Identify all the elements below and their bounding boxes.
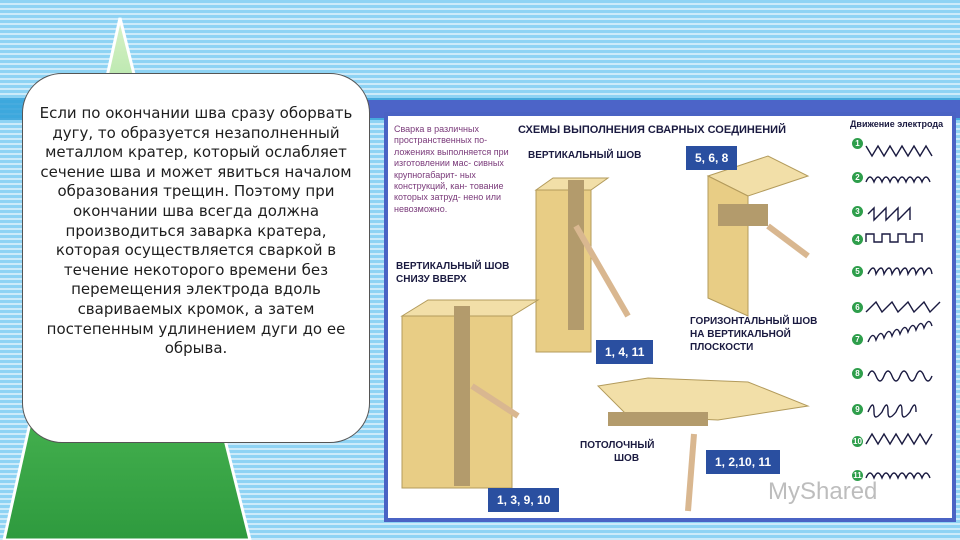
- welding-schemes-figure: [384, 112, 956, 522]
- watermark: MyShared: [768, 478, 878, 505]
- movement-title: Движение электрода: [850, 119, 944, 129]
- movement-number-8: 8: [852, 368, 863, 379]
- badge-1-3-9-10: 1, 3, 9, 10: [488, 488, 559, 512]
- movement-number-3: 3: [852, 206, 863, 217]
- figure-title: СХЕМЫ ВЫПОЛНЕНИЯ СВАРНЫХ СОЕДИНЕНИЙ: [518, 124, 786, 136]
- movement-number-1: 1: [852, 138, 863, 149]
- movement-number-4: 4: [852, 234, 863, 245]
- badge-5-6-8: 5, 6, 8: [686, 146, 737, 170]
- movement-number-6: 6: [852, 302, 863, 313]
- badge-1-4-11: 1, 4, 11: [596, 340, 653, 364]
- label-ceiling-1: ПОТОЛОЧНЫЙ: [580, 440, 655, 451]
- label-horizontal-1: ГОРИЗОНТАЛЬНЫЙ ШОВ: [690, 316, 818, 327]
- movement-number-5: 5: [852, 266, 863, 277]
- label-vertical: ВЕРТИКАЛЬНЫЙ ШОВ: [528, 150, 642, 161]
- label-horizontal-2: НА ВЕРТИКАЛЬНОЙ: [690, 329, 791, 340]
- movement-number-10: 10: [853, 437, 862, 446]
- movement-number-2: 2: [852, 172, 863, 183]
- label-ceiling-2: ШОВ: [614, 453, 640, 464]
- movement-number-11: 11: [853, 471, 862, 480]
- label-vertical-up-2: СНИЗУ ВВЕРХ: [396, 274, 467, 285]
- label-horizontal-3: ПЛОСКОСТИ: [690, 342, 754, 353]
- label-vertical-up-1: ВЕРТИКАЛЬНЫЙ ШОВ: [396, 261, 510, 272]
- slide-text: Если по окончании шва сразу оборвать дугу, то образуется незаполненный металлом кратер, который ослабляет сечение шва и может явиться началом образования трещин. Поэтому при окончании шва всегда должна производиться заварка кратера, которая осуществляется сваркой в течение некоторого времени без перемещения электрода вдоль свариваемых кромок, а затем постепенным удлинением дуги до ее обрыва.: [39, 104, 353, 358]
- movement-number-9: 9: [852, 404, 863, 415]
- movement-number-7: 7: [852, 334, 863, 345]
- note-text: Сварка в различных пространственных по- ложениях выполняется при изготовлении мас- сивных крупногабарит- ных конструкций, кан- тование которых затруд- нено или невозможно.: [394, 124, 509, 214]
- badge-1-2-10-11: 1, 2,10, 11: [706, 450, 780, 474]
